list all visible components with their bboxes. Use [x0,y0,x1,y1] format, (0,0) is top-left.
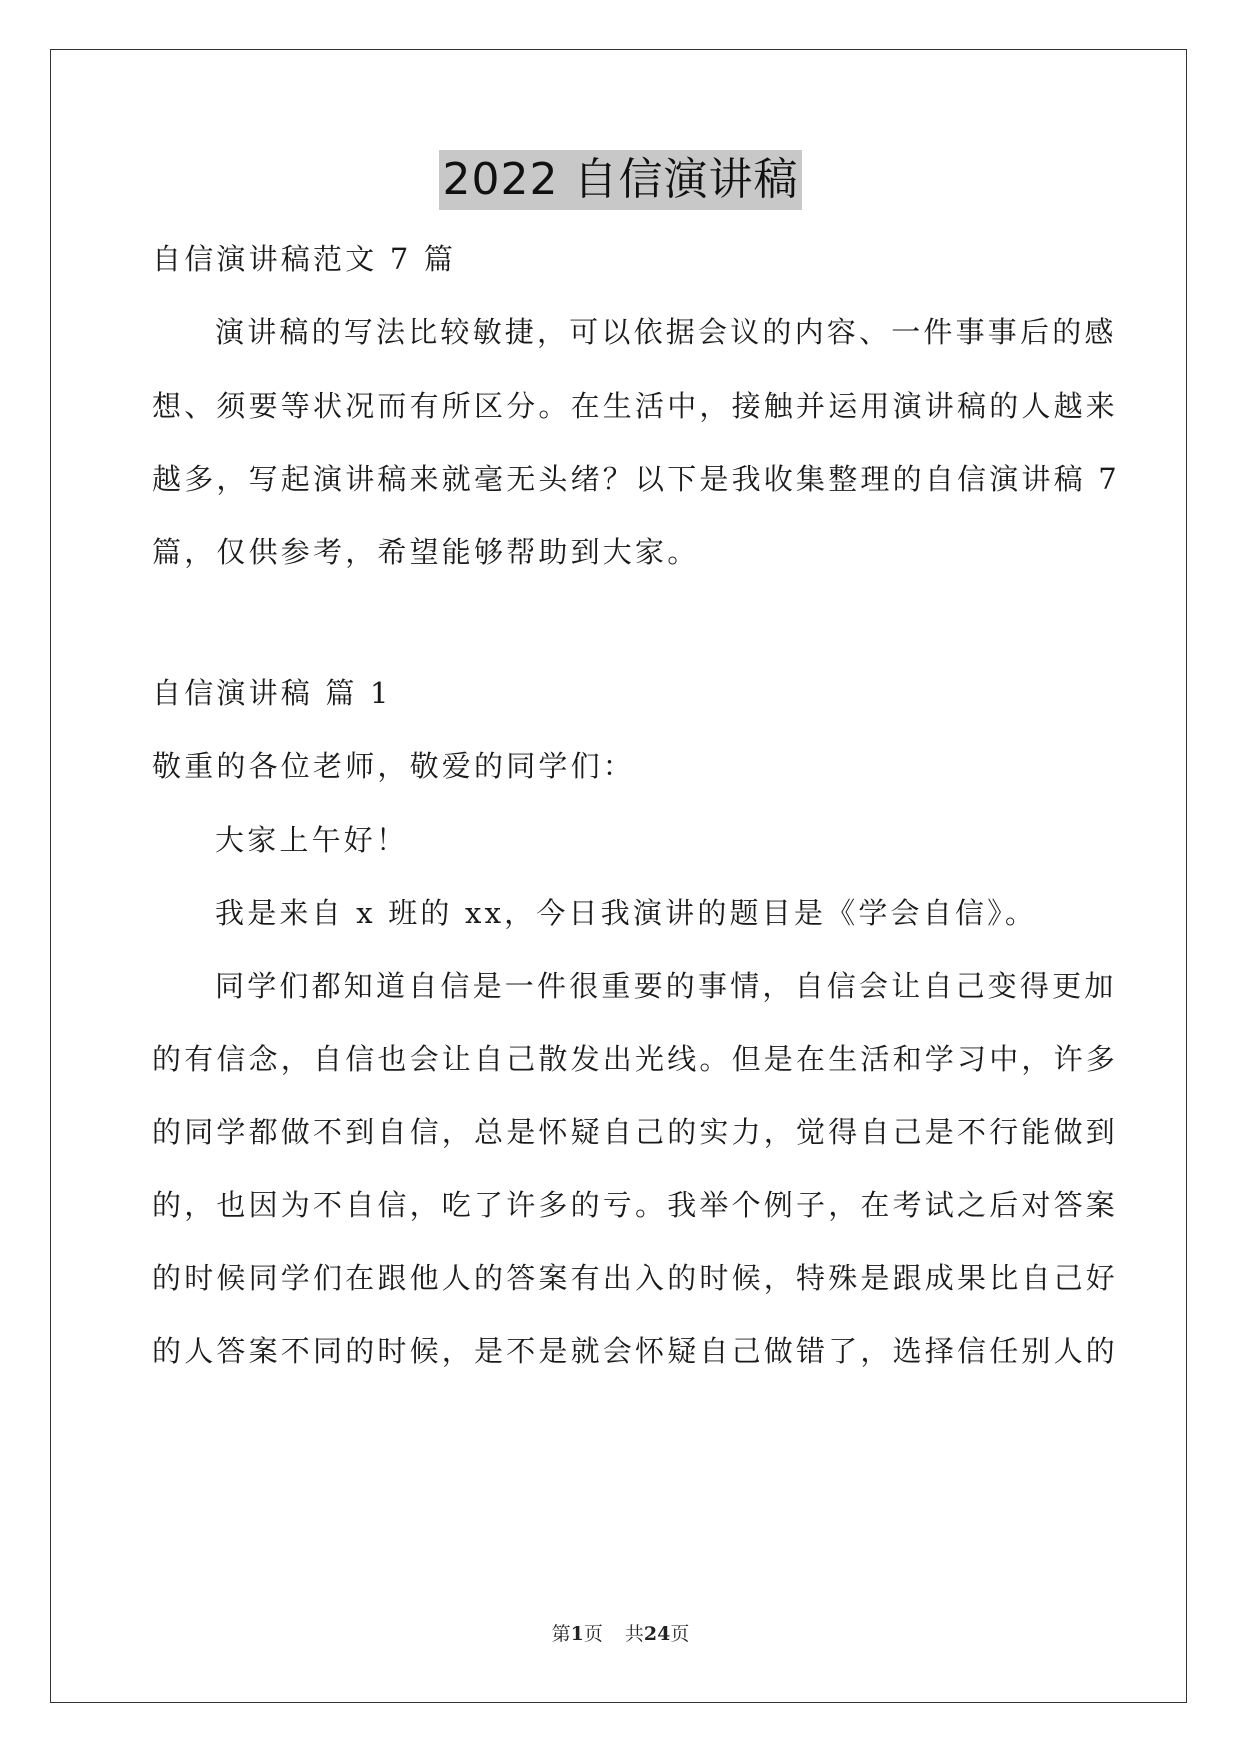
body-line: 的时候同学们在跟他人的答案有出入的时候，特殊是跟成果比自己好 [152,1261,1119,1295]
intro-line: 演讲稿的写法比较敏捷，可以依据会议的内容、一件事事后的感 [215,315,1117,349]
self-intro: 我是来自 x 班的 xx，今日我演讲的题目是《学会自信》。 [215,896,1038,930]
intro-line: 越多，写起演讲稿来就毫无头绪？以下是我收集整理的自信演讲稿 7 [152,462,1120,496]
title-container [0,150,1241,210]
body-line: 同学们都知道自信是一件很重要的事情，自信会让自己变得更加 [215,969,1117,1003]
page-prefix: 第 [551,1623,571,1645]
page-footer [0,1622,1241,1646]
total-pages: 24 [643,1623,671,1645]
body-line: 的同学都做不到自信，总是怀疑自己的实力，觉得自己是不行能做到 [152,1115,1119,1149]
page-border [50,49,1187,1703]
salutation: 敬重的各位老师，敬爱的同学们： [152,749,636,783]
body-line: 的有信念，自信也会让自己散发出光线。但是在生活和学习中，许多 [152,1042,1119,1076]
total-prefix: 共 [624,1623,644,1645]
document-title: 2022 自信演讲稿 [439,150,803,210]
greeting: 大家上午好！ [215,823,409,857]
intro-line: 篇，仅供参考，希望能够帮助到大家。 [152,535,700,569]
body-line: 的，也因为不自信，吃了许多的亏。我举个例子，在考试之后对答案 [152,1188,1119,1222]
section-heading: 自信演讲稿 篇 1 [152,676,392,710]
page-suffix: 页 [583,1623,603,1645]
body-line: 的人答案不同的时候，是不是就会怀疑自己做错了，选择信任别人的 [152,1334,1119,1368]
total-suffix: 页 [670,1623,690,1645]
document-subtitle: 自信演讲稿范文 7 篇 [152,242,457,276]
intro-line: 想、须要等状况而有所区分。在生活中，接触并运用演讲稿的人越来 [152,389,1119,423]
page-number: 1 [570,1623,584,1645]
